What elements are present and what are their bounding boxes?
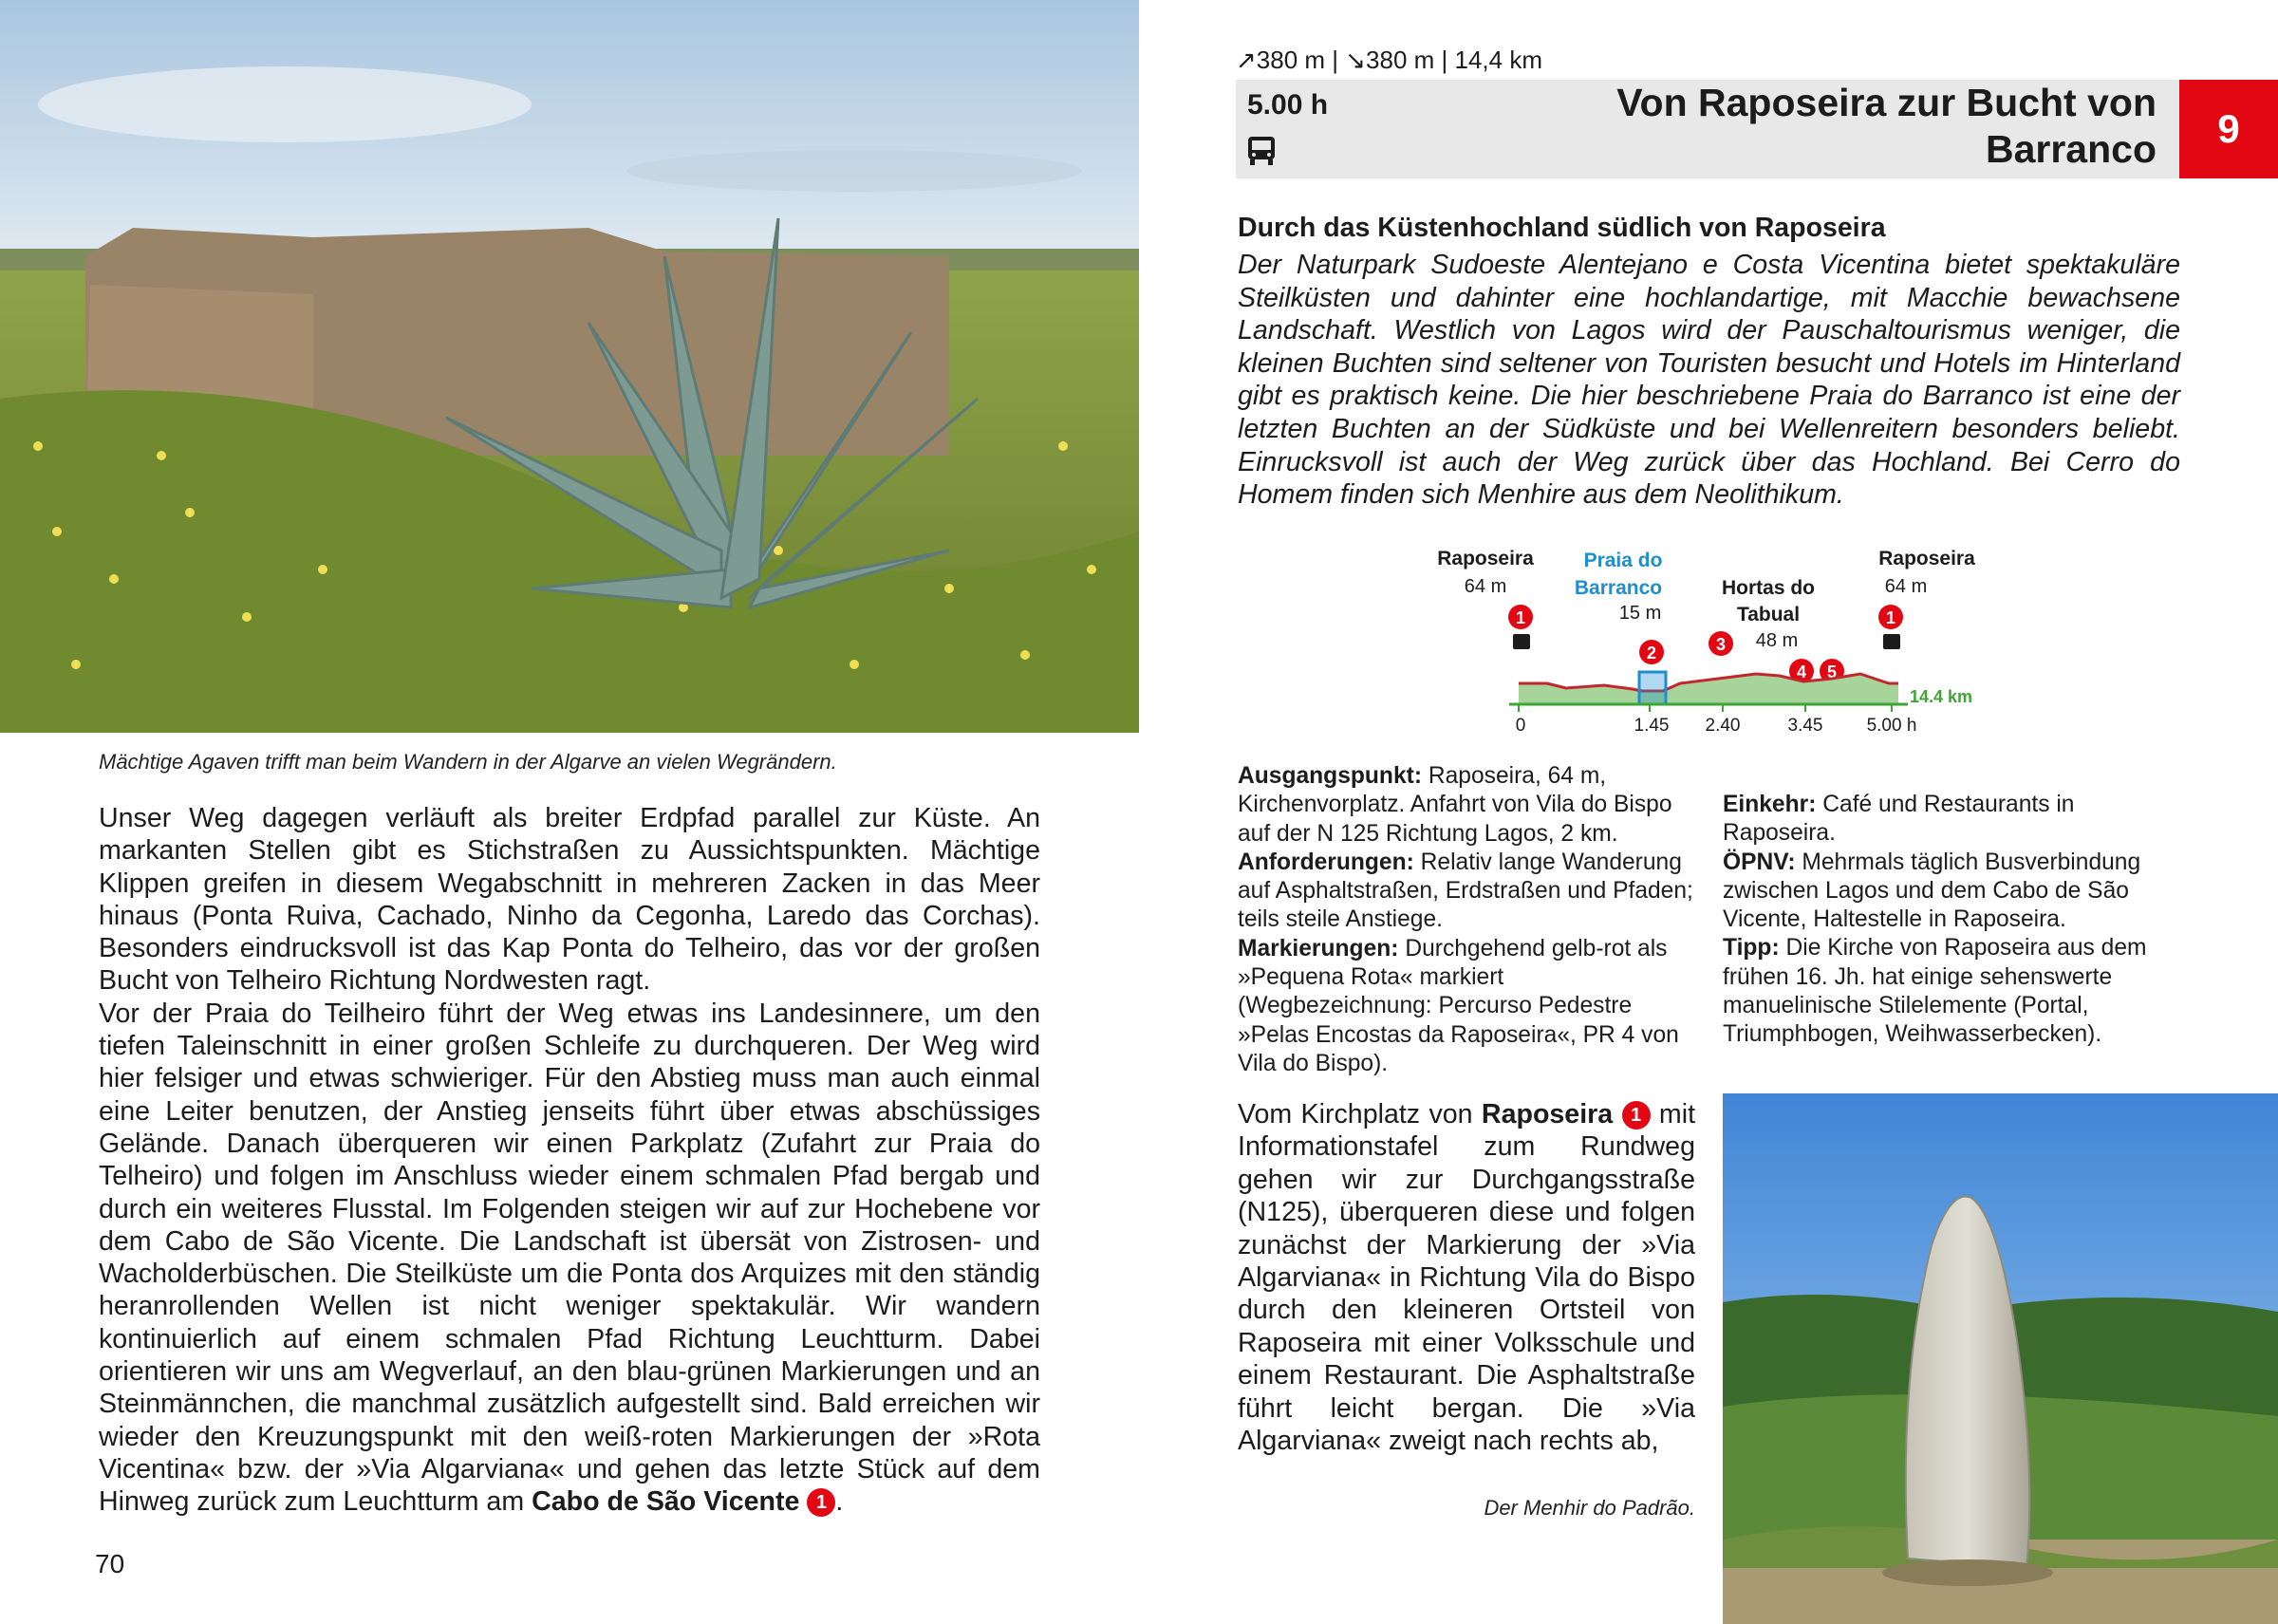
station-2-name-l1: Praia do: [1583, 550, 1663, 571]
profile-marker-3: [1708, 631, 1733, 656]
profile-marker-1b: [1878, 605, 1903, 629]
info-tip-label: Tipp:: [1723, 935, 1780, 961]
info-start-text: Raposeira, 64 m, Kirchenvorplatz. Anfahrt von Vila do Bispo auf der N 125 Richtung Lagos, 2 km.: [1238, 763, 1672, 847]
svg-text:5: 5: [1826, 663, 1838, 681]
station-1-elev: 64 m: [1464, 576, 1507, 597]
station-4-name: Raposeira: [1878, 548, 1975, 569]
menhir-caption: Der Menhir do Padrão.: [1484, 1496, 1695, 1520]
agave-photo: [0, 0, 1139, 733]
station-2-name-l2: Barranco: [1574, 577, 1663, 599]
info-req-text: Relativ lange Wanderung auf Asphaltstraßen, Erdstraßen und Pfaden; teils steile Anstiege.: [1238, 849, 1693, 933]
station-4-elev: 64 m: [1884, 576, 1928, 597]
paragraph-1: Unser Weg dagegen verläuft als breiter Erdpfad parallel zur Küste. An markanten Stellen gibt es Stichstraßen zu Aussichtspunkten. Mächtige Klippen greifen in diesem Wegabschnitt in mehreren Zacken in das Meer hinaus (Ponta Ruiva, Cachado, Ninho da Cegonha, Laredo das Corchas). Besonders eindrucksvoll ist das Kap Ponta do Telheiro, das vor der großen Bucht von Telheiro Richtung Nordwesten ragt.: [99, 803, 1040, 997]
time-4: 5.00 h: [1866, 716, 1917, 736]
svg-text:1: 1: [1885, 608, 1896, 627]
svg-text:1: 1: [1515, 608, 1526, 627]
info-start-label: Ausgangspunkt:: [1238, 763, 1423, 789]
paragraph-2-text: Vor der Praia do Teilheiro führt der Weg etwas ins Landesinnere, um den tiefen Taleinschnitt in einer großen Schleife zu durchqueren. Der Weg wird hier felsiger und etwas schwieriger. Für den Abstieg muss man auch einmal eine Leiter benutzen, der Anstieg jenseits führt über etwas abschüssiges Gelände. Danach überqueren wir einen Parkplatz (Zufahrt zur Praia do Telheiro) und folgen im Anschluss wieder einem schmalen Pfad bergab und durch ein weiteres Flusstal. Im Folgenden steigen wir auf zur Hochebene vor dem Cabo de São Vicente. Die Landschaft ist übersät von Zistrosen- und Wacholderbüschen. Die Steilküste um die Ponta dos Arquizes mit den ständig heranrollenden Wellen ist nicht weniger spektakulär. Wir wandern kontinuierlich auf einem schmalen Pfad Richtung Leuchtturm. Dabei orientieren wir uns am Wegverlauf, an den blau-grünen Markierungen und an Steinmännchen, die manchmal zusätzlich aufgestellt sind. Bald erreichen wir wieder den Kreuzungspunkt mit den weiß-roten Markierungen der »Rota Vicentina« bzw. der »Via Algarviana« und gehen das letzte Stück auf dem Hinweg zurück zum Leuchtturm am: [99, 998, 1040, 1518]
waypoint-marker: 1: [807, 1488, 835, 1517]
paragraph-2: Vor der Praia do Teilheiro führt der Weg etwas ins Landesinnere, um den tiefen Taleinschnitt in einer großen Schleife zu durchqueren. Der Weg wird hier felsiger und etwas schwieriger. Für den Abstieg muss man auch einmal eine Leiter benutzen, der Anstieg jenseits führt über etwas abschüssiges Gelände. Danach überqueren wir einen Parkplatz (Zufahrt zur Praia do Telheiro) und folgen im Anschluss wieder einem schmalen Pfad bergab und durch ein weiteres Flusstal. Im Folgenden steigen wir auf zur Hochebene vor dem Cabo de São Vicente. Die Landschaft ist übersät von Zistrosen- und Wacholderbüschen. Die Steilküste um die Ponta dos Arquizes mit den ständig heranrollenden Wellen ist nicht weniger spektakulär. Wir wandern kontinuierlich auf einem schmalen Pfad Richtung Leuchtturm. Dabei orientieren wir uns am Wegverlauf, an den blau-grünen Markierungen und an Steinmännchen, die manchmal zusätzlich aufgestellt sind. Bald erreichen wir wieder den Kreuzungspunkt mit den weiß-roten Markierungen der »Rota Vicentina« bzw. der »Via Algarviana« und gehen das letzte Stück auf dem Hinweg zurück zum Leuchtturm am Cabo de São Vicente 1 .: [99, 998, 1040, 1518]
station-1-name: Raposeira: [1437, 548, 1534, 569]
time-2: 2.40: [1705, 716, 1741, 736]
elevation-profile: [1414, 541, 1984, 740]
tour-number: 9: [2179, 80, 2278, 178]
bus-icon: [1245, 135, 1278, 167]
info-req-label: Anforderungen:: [1238, 849, 1414, 875]
info-tip-text: Die Kirche von Raposeira aus dem frühen 16. Jh. hat einige sehenswerte manuelinische Stilelemente (Portal, Triumphbogen, Weihwasserbecken).: [1723, 935, 2147, 1048]
route-intro: Vom Kirchplatz von: [1238, 1099, 1473, 1129]
time-0: 0: [1515, 716, 1526, 736]
info-stop-label: Einkehr:: [1723, 792, 1817, 817]
body-text: [99, 802, 1040, 1519]
route-text: mit Informationstafel zum Rundweg gehen wir zur Durchgangsstraße (N125), überqueren diese und folgen zunächst der Markierung der »Via Algarviana« in Richtung Vila do Bispo durch den kleineren Ortsteil von Raposeira mit einer Volksschule und einem Restaurant. Die Asphaltstraße führt leicht bergan. Die »Via Algarviana« zweigt nach rechts ab,: [1238, 1099, 1696, 1457]
menhir-photo: [1723, 1093, 2278, 1624]
time-3: 3.45: [1787, 716, 1823, 736]
info-column-left: [1238, 762, 1699, 1078]
tour-title: Von Raposeira zur Bucht von Barranco: [1616, 81, 2157, 171]
time-1: 1.45: [1634, 716, 1670, 736]
info-mark-label: Markierungen:: [1238, 935, 1399, 961]
svg-text:2: 2: [1646, 644, 1657, 663]
tour-stats: ↗380 m | ↘380 m | 14,4 km: [1236, 46, 1542, 74]
profile-marker-1a: [1508, 605, 1533, 629]
svg-text:3: 3: [1715, 635, 1727, 654]
info-stop-text: Café und Restaurants in Raposeira.: [1723, 792, 2075, 847]
station-3-elev: 48 m: [1755, 630, 1799, 651]
tour-subtitle: Durch das Küstenhochland südlich von Raposeira: [1238, 213, 1886, 243]
info-column-right: [1723, 791, 2183, 1050]
tour-intro: Der Naturpark Sudoeste Alentejano e Costa Vicentina bietet spektakuläre Steilküsten und dahinter eine hochlandartige, mit Macchie bewachsene Landschaft. Westlich von Lagos wird der Pauschaltourismus weniger, die kleinen Buchten sind seltener von Touristen besucht und Hotels im Hinterland gibt es praktisch keine. Die hier beschriebene Praia do Barranco ist eine der letzten Buchten an der Südküste und bei Wellenreitern besonders beliebt. Einrucksvoll ist auch der Weg zurück über das Hochland. Bei Cerro do Homem finden sich Menhire aus dem Neolithikum.: [1238, 250, 2180, 511]
info-transit-text: Mehrmals täglich Busverbindung zwischen Lagos und dem Cabo de São Vicente, Haltestelle in Raposeira.: [1723, 849, 2141, 933]
page-number: 70: [95, 1549, 125, 1578]
info-transit-label: ÖPNV:: [1723, 849, 1796, 875]
station-2-elev: 15 m: [1618, 603, 1662, 624]
station-3-name-l2: Tabual: [1736, 604, 1801, 625]
route-place: Raposeira: [1481, 1099, 1614, 1129]
profile-bus-icon-2: [1883, 634, 1900, 649]
destination-name: Cabo de São Vicente: [532, 1486, 800, 1518]
profile-bus-icon-1: [1513, 634, 1530, 649]
route-marker: 1: [1622, 1101, 1651, 1129]
photo-caption: Mächtige Agaven trifft man beim Wandern in der Algarve an vielen Wegrändern.: [99, 750, 837, 774]
profile-marker-2: [1639, 640, 1664, 664]
tour-duration: 5.00 h: [1247, 89, 1329, 121]
info-mark-text: Durchgehend gelb-rot als »Pequena Rota« markiert (Wegbezeichnung: Percurso Pedestre »Pelas Encostas da Raposeira«, PR 4 von Vila do Bispo).: [1238, 935, 1679, 1076]
svg-text:4: 4: [1796, 663, 1807, 681]
route-description: [1238, 1098, 1695, 1457]
profile-distance: 14.4 km: [1910, 687, 1973, 706]
station-3-name-l1: Hortas do: [1721, 577, 1816, 599]
